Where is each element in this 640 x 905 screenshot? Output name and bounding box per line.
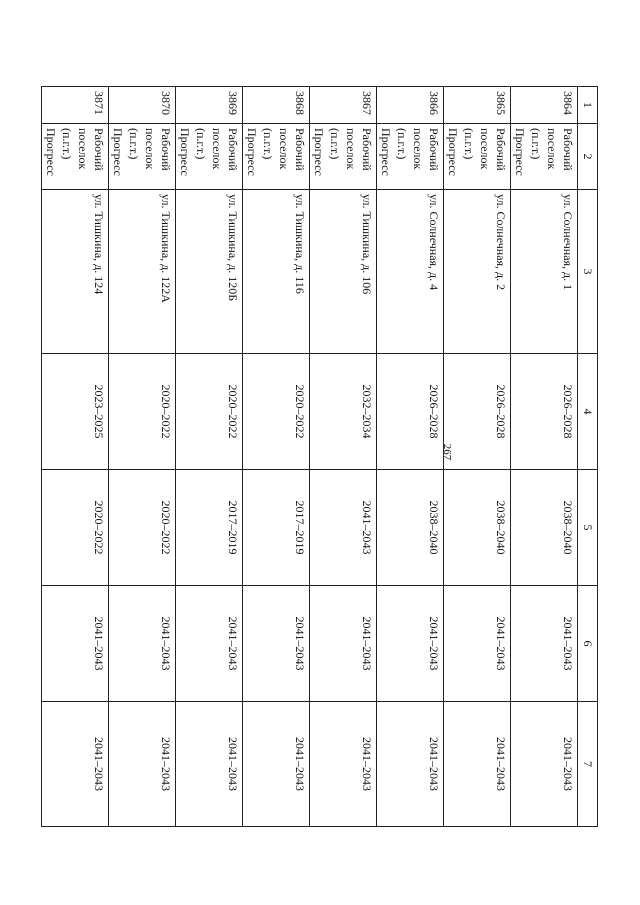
period-cell: 2020–2022 — [42, 470, 109, 586]
period-cell: 2041–2043 — [377, 586, 444, 702]
row-number-cell: 3867 — [310, 87, 377, 124]
period-cell: 2041–2043 — [109, 702, 176, 827]
header-cell: 1 — [578, 87, 598, 124]
period-cell: 2041–2043 — [176, 586, 243, 702]
period-cell: 2041–2043 — [243, 586, 310, 702]
settlement-cell: Рабочий поселок (п.г.т.) Прогресс — [444, 124, 511, 190]
rotated-table-container — [44, 86, 598, 826]
period-cell: 2020–2022 — [109, 470, 176, 586]
period-cell: 2041–2043 — [42, 586, 109, 702]
row-number-cell: 3864 — [511, 87, 578, 124]
period-cell: 2041–2043 — [310, 702, 377, 827]
table-row — [511, 87, 578, 827]
settlement-cell: Рабочий поселок (п.г.т.) Прогресс — [42, 124, 109, 190]
table-row — [377, 87, 444, 827]
settlement-cell: Рабочий поселок (п.г.т.) Прогресс — [109, 124, 176, 190]
period-cell: 2026–2028 — [444, 354, 511, 470]
header-cell: 3 — [578, 190, 598, 354]
period-cell: 2020–2022 — [176, 354, 243, 470]
address-cell: ул. Тишкина, д. 122А — [109, 190, 176, 354]
period-cell: 2041–2043 — [243, 702, 310, 827]
header-row — [578, 87, 598, 827]
period-cell: 2017–2019 — [176, 470, 243, 586]
table-row — [176, 87, 243, 827]
period-cell: 2038–2040 — [444, 470, 511, 586]
settlement-cell: Рабочий поселок (п.г.т.) Прогресс — [176, 124, 243, 190]
period-cell: 2041–2043 — [511, 702, 578, 827]
period-cell: 2041–2043 — [444, 702, 511, 827]
header-cell: 4 — [578, 354, 598, 470]
period-cell: 2038–2040 — [377, 470, 444, 586]
address-cell: ул. Тишкина, д. 124 — [42, 190, 109, 354]
header-cell: 7 — [578, 702, 598, 827]
address-cell: ул. Тишкина, д. 120Б — [176, 190, 243, 354]
header-cell: 5 — [578, 470, 598, 586]
address-cell: ул. Солнечная, д. 2 — [444, 190, 511, 354]
period-cell: 2041–2043 — [310, 586, 377, 702]
page-number: 267 — [441, 443, 453, 461]
address-cell: ул. Тишкина, д. 116 — [243, 190, 310, 354]
period-cell: 2026–2028 — [377, 354, 444, 470]
address-cell: ул. Солнечная, д. 1 — [511, 190, 578, 354]
row-number-cell: 3870 — [109, 87, 176, 124]
table-row — [243, 87, 310, 827]
table-row — [310, 87, 377, 827]
data-table — [41, 86, 598, 827]
period-cell: 2023–2025 — [42, 354, 109, 470]
table-row — [109, 87, 176, 827]
period-cell: 2032–2034 — [310, 354, 377, 470]
settlement-cell: Рабочий поселок (п.г.т.) Прогресс — [310, 124, 377, 190]
period-cell: 2041–2043 — [310, 470, 377, 586]
row-number-cell: 3865 — [444, 87, 511, 124]
settlement-cell: Рабочий поселок (п.г.т.) Прогресс — [243, 124, 310, 190]
period-cell: 2017–2019 — [243, 470, 310, 586]
row-number-cell: 3871 — [42, 87, 109, 124]
header-cell: 2 — [578, 124, 598, 190]
period-cell: 2038–2040 — [511, 470, 578, 586]
address-cell: ул. Солнечная, д. 4 — [377, 190, 444, 354]
period-cell: 2041–2043 — [42, 702, 109, 827]
address-cell: ул. Тишкина, д. 106 — [310, 190, 377, 354]
row-number-cell: 3868 — [243, 87, 310, 124]
period-cell: 2041–2043 — [176, 702, 243, 827]
row-number-cell: 3869 — [176, 87, 243, 124]
row-number-cell: 3866 — [377, 87, 444, 124]
header-cell: 6 — [578, 586, 598, 702]
period-cell: 2041–2043 — [444, 586, 511, 702]
period-cell: 2041–2043 — [377, 702, 444, 827]
period-cell: 2041–2043 — [109, 586, 176, 702]
period-cell: 2020–2022 — [109, 354, 176, 470]
table-row — [42, 87, 109, 827]
settlement-cell: Рабочий поселок (п.г.т.) Прогресс — [377, 124, 444, 190]
table-row — [444, 87, 511, 827]
settlement-cell: Рабочий поселок (п.г.т.) Прогресс — [511, 124, 578, 190]
period-cell: 2020–2022 — [243, 354, 310, 470]
period-cell: 2026–2028 — [511, 354, 578, 470]
period-cell: 2041–2043 — [511, 586, 578, 702]
